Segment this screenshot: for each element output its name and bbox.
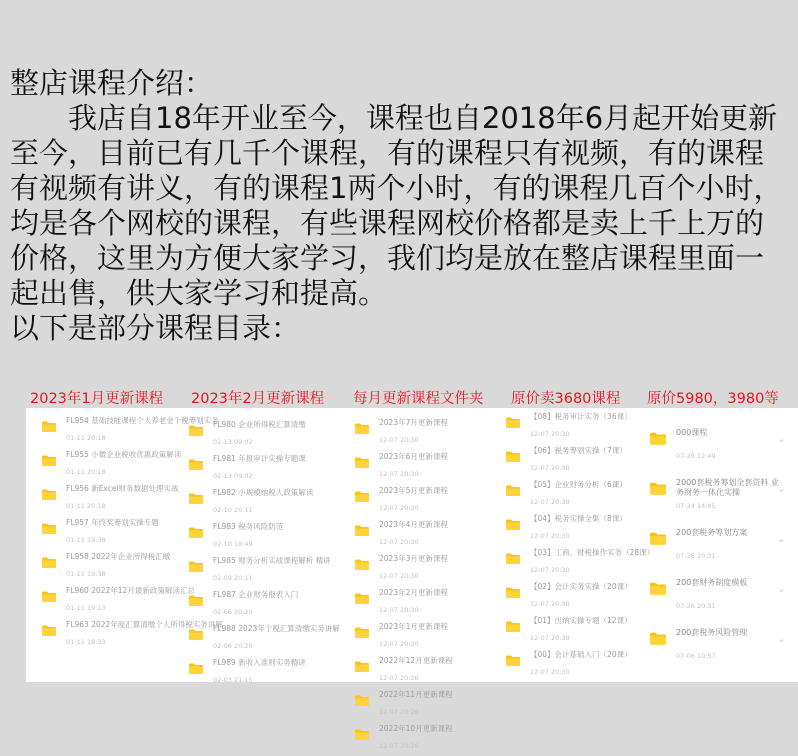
folder-item[interactable] xyxy=(42,516,190,550)
folder-name: 200套税务筹划方案 xyxy=(676,528,748,537)
folder-date: 01-11 20:18 xyxy=(66,434,106,442)
folder-item[interactable] xyxy=(42,482,190,516)
folder-item[interactable] xyxy=(650,568,798,618)
folder-icon xyxy=(650,532,666,545)
folder-icon xyxy=(355,525,369,536)
folder-name: FL955 小微企业税收优惠政策解读 xyxy=(66,450,182,459)
caption-jan-2023: 2023年1月更新课程 xyxy=(30,391,164,407)
folder-date: 12-07 20:30 xyxy=(379,470,419,478)
folder-item[interactable] xyxy=(355,688,495,722)
folder-date: 02-03 21:15 xyxy=(213,676,253,684)
folder-icon xyxy=(506,655,520,666)
folder-date: 12-07 20:30 xyxy=(530,634,570,642)
folder-name: FL958 2022年企业所得税汇缴 xyxy=(66,552,171,561)
folder-date: 12-07 20:30 xyxy=(379,640,419,648)
folder-date: 02-10 20:11 xyxy=(213,506,253,514)
folder-date: 12-07 20:30 xyxy=(530,532,570,540)
folder-item[interactable] xyxy=(355,722,495,756)
folder-icon xyxy=(42,523,56,534)
folder-icon xyxy=(42,421,56,432)
folder-icon xyxy=(42,557,56,568)
folder-item[interactable] xyxy=(189,656,329,690)
folder-icon xyxy=(189,561,203,572)
folder-name: 【08】税务审计实务（36课） xyxy=(530,412,632,421)
folder-name: 2023年2月更新课程 xyxy=(379,588,448,597)
folder-item[interactable] xyxy=(189,418,329,452)
more-icon[interactable]: ⌄ xyxy=(776,482,786,495)
folder-name: FL956 新Excel财务数据处理实战 xyxy=(66,484,179,493)
folder-name: 2022年12月更新课程 xyxy=(379,656,453,665)
folder-icon xyxy=(355,729,369,740)
folder-date: 12-07 20:30 xyxy=(379,538,419,546)
folder-date: 07-26 12:49 xyxy=(676,452,716,460)
folder-name: 2023年6月更新课程 xyxy=(379,452,448,461)
folder-item[interactable] xyxy=(189,520,329,554)
folder-item[interactable] xyxy=(355,484,495,518)
folder-icon xyxy=(506,485,520,496)
folder-item[interactable] xyxy=(506,614,646,648)
folder-name: FL983 税务风险防范 xyxy=(213,522,284,531)
folder-item[interactable] xyxy=(506,410,646,444)
folder-item[interactable] xyxy=(355,552,495,586)
folder-item[interactable] xyxy=(506,648,646,682)
folder-date: 02-10 18:49 xyxy=(213,540,253,548)
caption-price-3680: 原价卖3680课程 xyxy=(511,391,621,407)
folder-item[interactable] xyxy=(650,618,798,668)
folder-name: FL960 2022年12月最新政策解读汇总 xyxy=(66,586,195,595)
folder-item[interactable] xyxy=(506,478,646,512)
intro-heading: 整店课程介绍： xyxy=(10,66,214,100)
folder-item[interactable] xyxy=(42,584,195,618)
panel-captions xyxy=(0,389,798,409)
folder-item[interactable] xyxy=(355,654,495,688)
folder-icon xyxy=(506,553,520,564)
folder-date: 02-13 09:02 xyxy=(213,438,253,446)
folder-item[interactable] xyxy=(42,414,219,448)
caption-feb-2023: 2023年2月更新课程 xyxy=(191,391,325,407)
folder-date: 12-07 20:30 xyxy=(530,668,570,676)
folder-name: 【06】税务筹划实操（7课） xyxy=(530,446,627,455)
folder-date: 01-11 18:33 xyxy=(66,638,106,646)
folder-icon xyxy=(506,519,520,530)
folder-name: 2022年10月更新课程 xyxy=(379,724,453,733)
folder-name: FL980 企业所得税汇算清缴 xyxy=(213,420,306,429)
folder-date: 12-07 20:30 xyxy=(530,600,570,608)
folder-item[interactable] xyxy=(650,468,798,518)
folder-name: 2022年11月更新课程 xyxy=(379,690,453,699)
folder-date: 01-11 19:38 xyxy=(66,536,106,544)
folder-icon xyxy=(650,482,666,495)
folder-name: 2023年3月更新课程 xyxy=(379,554,448,563)
folder-name: 200套税务风险管理 xyxy=(676,628,748,637)
folder-name: 【03】工商、财税操作实务（28课） xyxy=(530,548,655,557)
folder-icon xyxy=(650,582,666,595)
more-icon[interactable]: ⌄ xyxy=(776,582,786,595)
folder-item[interactable] xyxy=(355,450,495,484)
more-icon[interactable]: ⌄ xyxy=(776,532,786,545)
folder-date: 12-07 20:30 xyxy=(530,566,570,574)
folder-icon xyxy=(189,493,203,504)
folder-date: 12-07 20:26 xyxy=(379,742,419,750)
caption-monthly-folder: 每月更新课程文件夹 xyxy=(353,391,484,407)
folder-icon xyxy=(650,432,666,445)
folder-date: 02-13 09:02 xyxy=(213,472,253,480)
folder-item[interactable] xyxy=(42,448,190,482)
folder-date: 12-07 20:30 xyxy=(379,436,419,444)
folder-icon xyxy=(189,527,203,538)
folder-icon xyxy=(42,489,56,500)
folder-item[interactable] xyxy=(189,622,340,656)
folder-date: 01-11 19:38 xyxy=(66,570,106,578)
intro-text xyxy=(10,66,790,346)
folder-item[interactable] xyxy=(355,620,495,654)
caption-price-5980: 原价5980，3980等 xyxy=(647,391,779,407)
folder-icon xyxy=(42,591,56,602)
folder-icon xyxy=(506,451,520,462)
folder-name: 200套财务制度模板 xyxy=(676,578,748,587)
more-icon[interactable]: ⌄ xyxy=(776,432,786,445)
folder-item[interactable] xyxy=(355,518,495,552)
folder-date: 02-06 20:20 xyxy=(213,642,253,650)
panel-price-5980 xyxy=(650,418,798,692)
folder-name: 【00】会计基础入门（20课） xyxy=(530,650,632,659)
panel-jan-2023 xyxy=(42,414,223,688)
folder-icon xyxy=(506,587,520,598)
folder-icon xyxy=(189,425,203,436)
folder-date: 02-06 20:20 xyxy=(213,608,253,616)
folder-name: FL982 小规模纳税人政策解读 xyxy=(213,488,314,497)
folder-name: FL981 年报审计实操专题课 xyxy=(213,454,306,463)
folder-date: 01-11 19:13 xyxy=(66,604,106,612)
folder-name: 【04】税务实操全集（8课） xyxy=(530,514,627,523)
panel-monthly-folders xyxy=(355,416,495,750)
folder-name: FL957 年终奖筹划实操专题 xyxy=(66,518,159,527)
folder-date: 07-26 20:31 xyxy=(676,552,716,560)
folder-item[interactable] xyxy=(650,418,798,468)
folder-icon xyxy=(355,627,369,638)
folder-item[interactable] xyxy=(42,618,223,652)
folder-item[interactable] xyxy=(189,588,329,622)
folder-name: 2023年7月更新课程 xyxy=(379,418,448,427)
folder-icon xyxy=(355,423,369,434)
folder-date: 12-07 20:30 xyxy=(530,430,570,438)
folder-item[interactable] xyxy=(506,512,646,546)
folder-name: FL954 基础技能课程个人养老金个税筹划实务 xyxy=(66,416,219,425)
folder-name: 2023年1月更新课程 xyxy=(379,622,448,631)
folder-icon xyxy=(355,661,369,672)
folder-date: 12-07 20:30 xyxy=(530,498,570,506)
folder-icon xyxy=(355,593,369,604)
folder-name: 【02】会计实务实操（20课） xyxy=(530,582,632,591)
folder-icon xyxy=(506,417,520,428)
folder-name: 000课程 xyxy=(676,428,708,437)
folder-date: 01-11 20:18 xyxy=(66,468,106,476)
folder-item[interactable] xyxy=(42,550,190,584)
folder-item[interactable] xyxy=(355,586,495,620)
folder-date: 07-24 14:45 xyxy=(676,502,716,510)
folder-date: 02-09 20:11 xyxy=(213,574,253,582)
folder-item[interactable] xyxy=(355,416,495,450)
folder-date: 01-11 20:18 xyxy=(66,502,106,510)
more-icon[interactable]: ⌄ xyxy=(776,632,786,645)
folder-date: 12-07 20:26 xyxy=(379,708,419,716)
folder-icon xyxy=(189,629,203,640)
folder-icon xyxy=(42,625,56,636)
folder-item[interactable] xyxy=(650,518,798,568)
folder-name: FL988 2023年个税汇算清缴实务讲解 xyxy=(213,624,340,633)
folder-name: FL987 企业财务报表入门 xyxy=(213,590,299,599)
folder-icon xyxy=(42,455,56,466)
folder-item[interactable] xyxy=(189,554,329,588)
folder-date: 12-07 20:30 xyxy=(379,606,419,614)
folder-name: 【05】企业财务分析（6课） xyxy=(530,480,627,489)
folder-icon xyxy=(189,595,203,606)
folder-name: 2023年5月更新课程 xyxy=(379,486,448,495)
folder-icon xyxy=(650,632,666,645)
intro-paragraph: 我店自18年开业至今，课程也自2018年6月起开始更新至今，目前已有几千个课程，有的课程只有视频，有的课程有视频有讲义，有的课程1两个小时，有的课程几百个小时，均是各个网校的课程，有些课程网校价格都是卖上千上万的价格，这里为方便大家学习，我们均是放在整店课程里面一起出售，供大家学习和提高。 xyxy=(10,101,783,310)
folder-name: FL985 财务分析实战课程解析 精讲 xyxy=(213,556,331,565)
folder-item[interactable] xyxy=(189,452,329,486)
course-directory-screenshots xyxy=(26,408,798,750)
folder-icon xyxy=(355,695,369,706)
folder-item[interactable] xyxy=(506,444,646,478)
panel-price-3680 xyxy=(506,410,655,684)
folder-icon xyxy=(189,459,203,470)
panel-feb-2023 xyxy=(189,418,340,692)
folder-icon xyxy=(355,491,369,502)
folder-date: 12-07 20:30 xyxy=(379,504,419,512)
folder-item[interactable] xyxy=(506,580,646,614)
folder-icon xyxy=(355,559,369,570)
folder-name: FL989 新收入准则实务精讲 xyxy=(213,658,306,667)
folder-date: 07-26 20:31 xyxy=(676,602,716,610)
folder-item[interactable] xyxy=(189,486,329,520)
folder-icon xyxy=(506,621,520,632)
folder-name: FL963 2022年度汇算清缴个人所得税实务讲解 xyxy=(66,620,223,629)
folder-name: 2000套税务筹划全套资料 业务财务一体化实操 xyxy=(676,478,779,497)
folder-icon xyxy=(355,457,369,468)
folder-date: 12-07 20:30 xyxy=(379,572,419,580)
folder-name: 2023年4月更新课程 xyxy=(379,520,448,529)
folder-date: 07-06 10:57 xyxy=(676,652,716,660)
folder-date: 12-07 20:30 xyxy=(530,464,570,472)
intro-footer: 以下是部分课程目录： xyxy=(10,311,301,345)
folder-item[interactable] xyxy=(506,546,655,580)
folder-name: 【01】出纳实操专题（12课） xyxy=(530,616,632,625)
folder-icon xyxy=(189,663,203,674)
folder-date: 12-07 20:26 xyxy=(379,674,419,682)
